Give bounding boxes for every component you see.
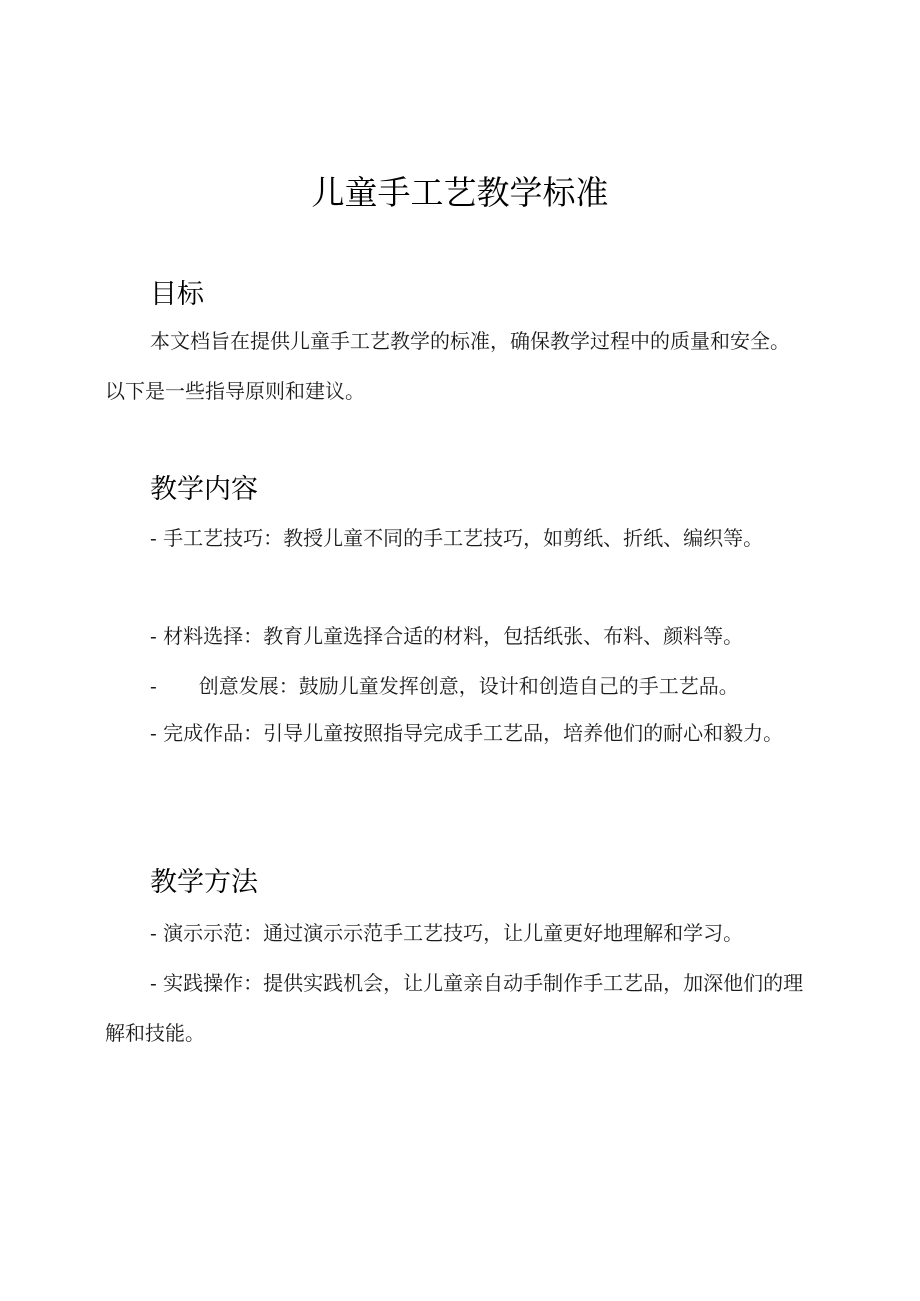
paragraph-content-2-text: - 材料选择：教育儿童选择合适的材料，包括纸张、布料、颜料等。 (150, 624, 744, 648)
section-heading-content: 教学内容 (150, 474, 258, 505)
paragraph-content-1-text: - 手工艺技巧：教授儿童不同的手工艺技巧，如剪纸、折纸、编织等。 (150, 526, 764, 550)
paragraph-content-1 (105, 513, 805, 563)
section-heading-goal: 目标 (150, 279, 204, 310)
paragraph-content-4-text: - 完成作品：引导儿童按照指导完成手工艺品，培养他们的耐心和毅力。 (150, 721, 784, 745)
paragraph-content-3-dash: - (150, 674, 157, 698)
document-title: 儿童手工艺教学标准 (311, 173, 609, 212)
paragraph-method-2-text: - 实践操作：提供实践机会，让儿童亲自动手制作手工艺品，加深他们的理解和技能。 (105, 971, 804, 1045)
paragraph-content-3 (105, 661, 805, 711)
paragraph-method-1 (105, 908, 805, 958)
paragraph-method-1-text: - 演示示范：通过演示示范手工艺技巧，让儿童更好地理解和学习。 (150, 921, 744, 945)
paragraph-goal-text: 本文档旨在提供儿童手工艺教学的标准，确保教学过程中的质量和安全。以下是一些指导原则和建议。 (105, 329, 790, 403)
paragraph-goal (105, 316, 805, 416)
paragraph-content-4 (105, 708, 805, 758)
paragraph-content-2 (105, 611, 805, 661)
paragraph-content-3-text: 创意发展：鼓励儿童发挥创意，设计和创造自己的手工艺品。 (198, 674, 739, 698)
section-heading-method: 教学方法 (150, 867, 258, 898)
paragraph-method-2 (105, 958, 805, 1058)
